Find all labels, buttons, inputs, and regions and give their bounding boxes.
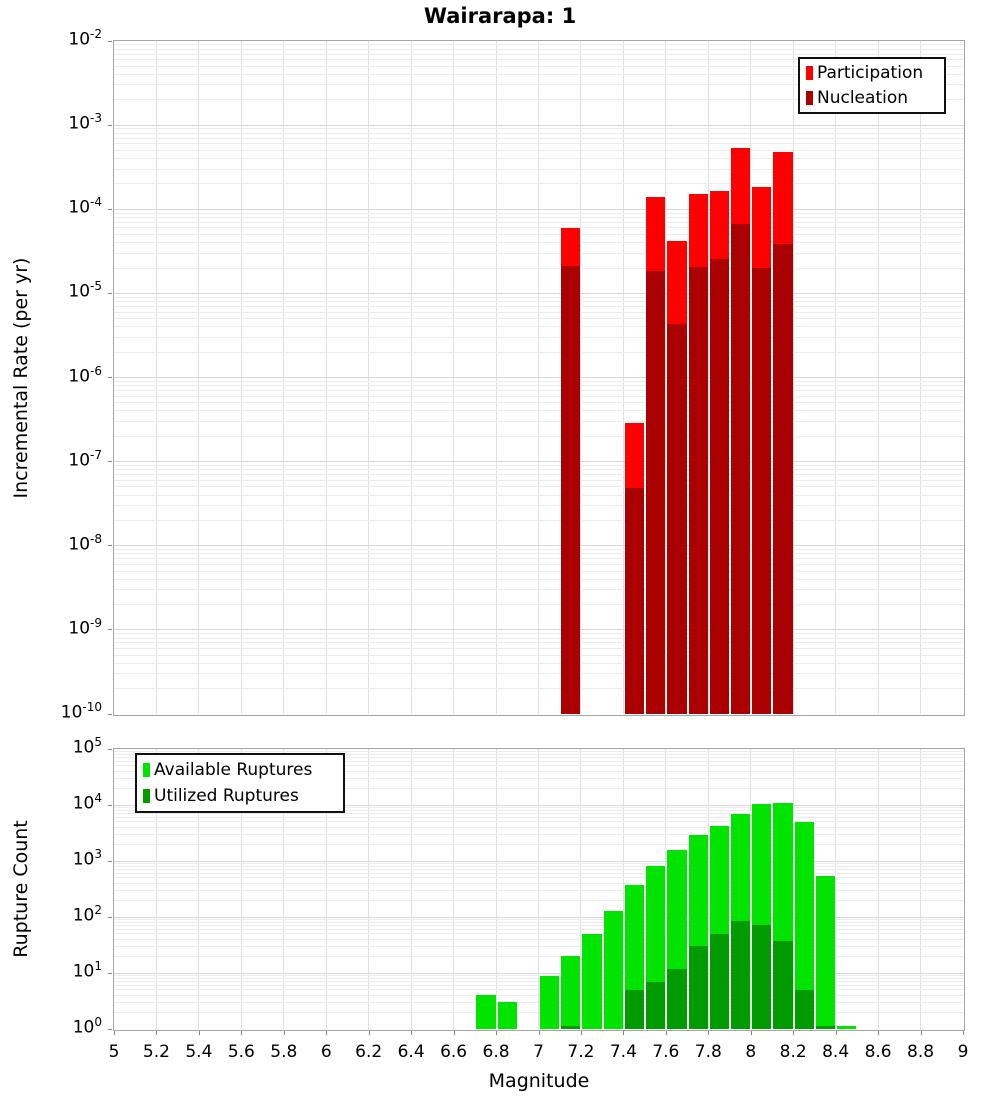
h-gridline-major	[114, 545, 965, 546]
h-gridline-minor	[114, 390, 965, 391]
utilized-ruptures-bar	[795, 990, 814, 1029]
h-gridline-minor	[114, 638, 965, 639]
h-gridline-minor	[114, 919, 965, 920]
x-tick-mark	[156, 1031, 157, 1035]
legend-label-nucleation: Nucleation	[817, 87, 909, 108]
available-ruptures-bar	[604, 911, 623, 1029]
h-gridline-minor	[114, 326, 965, 327]
y-tick-mark	[108, 41, 112, 42]
h-gridline-minor	[114, 933, 965, 934]
x-tick-mark	[539, 1031, 540, 1035]
h-gridline-minor	[114, 227, 965, 228]
nucleation-bar	[625, 488, 644, 714]
available-ruptures-bar	[498, 1002, 517, 1029]
rate-plot-area	[113, 40, 965, 716]
legend-row-utilized	[143, 783, 337, 809]
y-tick-label: $10^{-3}$	[68, 111, 102, 134]
h-gridline-minor	[114, 939, 965, 940]
h-gridline-minor	[114, 486, 965, 487]
h-gridline-minor	[114, 863, 965, 864]
x-tick-label: 7.8	[694, 1042, 722, 1062]
x-tick-mark	[496, 1031, 497, 1035]
x-tick-mark	[581, 1031, 582, 1035]
y-tick-mark	[108, 125, 112, 126]
h-gridline-minor	[114, 520, 965, 521]
x-tick-label: 5	[108, 1042, 120, 1062]
y-axis-title-count: Rupture Count	[10, 820, 32, 958]
h-gridline-minor	[114, 866, 965, 867]
x-tick-mark	[708, 1031, 709, 1035]
x-tick-mark	[369, 1031, 370, 1035]
h-gridline-minor	[114, 242, 965, 243]
h-gridline-minor	[114, 337, 965, 338]
h-gridline-minor	[114, 844, 965, 845]
utilized-ruptures-bar	[710, 934, 729, 1029]
h-gridline-minor	[114, 564, 965, 565]
y-tick-label: $10^{-10}$	[60, 700, 102, 723]
utilized-swatch-icon	[143, 789, 150, 803]
legend-row-nucleation	[806, 86, 938, 111]
h-gridline-minor	[114, 169, 965, 170]
h-gridline-minor	[114, 222, 965, 223]
y-tick-label: $10^{-2}$	[68, 27, 102, 50]
h-gridline-minor	[114, 648, 965, 649]
x-tick-mark	[878, 1031, 879, 1035]
x-tick-mark	[921, 1031, 922, 1035]
h-gridline-minor	[114, 381, 965, 382]
h-gridline-minor	[114, 44, 965, 45]
h-gridline-major	[114, 973, 965, 974]
y-tick-mark	[108, 714, 112, 715]
y-tick-mark	[108, 805, 112, 806]
h-gridline-minor	[114, 469, 965, 470]
h-gridline-major	[114, 125, 965, 126]
nucleation-bar	[752, 268, 771, 714]
h-gridline-minor	[114, 633, 965, 634]
utilized-ruptures-bar	[752, 925, 771, 1029]
available-swatch-icon	[143, 763, 150, 777]
h-gridline-minor	[114, 465, 965, 466]
h-gridline-minor	[114, 436, 965, 437]
y-tick-mark	[108, 209, 112, 210]
h-gridline-major	[114, 461, 965, 462]
h-gridline-minor	[114, 589, 965, 590]
y-tick-label: $10^3$	[72, 847, 102, 870]
y-tick-label: $10^1$	[72, 959, 102, 982]
x-tick-label: 8.4	[822, 1042, 850, 1062]
y-tick-mark	[108, 749, 112, 750]
y-tick-label: $10^0$	[72, 1015, 102, 1038]
y-tick-mark	[108, 293, 112, 294]
y-tick-label: $10^{-8}$	[68, 531, 102, 555]
nucleation-bar	[667, 324, 686, 714]
h-gridline-minor	[114, 821, 965, 822]
x-tick-label: 5.6	[227, 1042, 255, 1062]
h-gridline-minor	[114, 474, 965, 475]
h-gridline-minor	[114, 495, 965, 496]
x-tick-mark	[836, 1031, 837, 1035]
x-tick-label: 7.2	[567, 1042, 595, 1062]
h-gridline-minor	[114, 946, 965, 947]
x-tick-label: 8	[745, 1042, 757, 1062]
available-ruptures-bar	[561, 956, 580, 1029]
x-tick-mark	[963, 1031, 964, 1035]
h-gridline-minor	[114, 306, 965, 307]
h-gridline-minor	[114, 54, 965, 55]
h-gridline-minor	[114, 751, 965, 752]
h-gridline-minor	[114, 900, 965, 901]
h-gridline-minor	[114, 352, 965, 353]
x-tick-mark	[284, 1031, 285, 1035]
h-gridline-minor	[114, 138, 965, 139]
available-ruptures-bar	[582, 934, 601, 1029]
h-gridline-minor	[114, 410, 965, 411]
x-tick-mark	[411, 1031, 412, 1035]
h-gridline-minor	[114, 817, 965, 818]
x-tick-label: 7.4	[609, 1042, 637, 1062]
h-gridline-minor	[114, 663, 965, 664]
x-tick-mark	[454, 1031, 455, 1035]
y-tick-label: $10^{-4}$	[68, 195, 102, 218]
h-gridline-minor	[114, 312, 965, 313]
h-gridline-minor	[114, 604, 965, 605]
x-tick-label: 8.8	[907, 1042, 935, 1062]
h-gridline-minor	[114, 549, 965, 550]
h-gridline-minor	[114, 318, 965, 319]
h-gridline-minor	[114, 873, 965, 874]
y-tick-mark	[108, 377, 112, 378]
utilized-ruptures-bar	[773, 941, 792, 1029]
h-gridline-major	[114, 629, 965, 630]
nucleation-bar	[731, 224, 750, 714]
available-ruptures-bar	[837, 1026, 856, 1029]
h-gridline-minor	[114, 655, 965, 656]
x-tick-label: 5.8	[270, 1042, 298, 1062]
h-gridline-minor	[114, 150, 965, 151]
y-axis-title-rate: Incremental Rate (per yr)	[10, 257, 32, 499]
y-tick-label: $10^{-7}$	[68, 447, 102, 471]
h-gridline-minor	[114, 571, 965, 572]
x-tick-label: 8.6	[864, 1042, 892, 1062]
x-tick-mark	[326, 1031, 327, 1035]
x-tick-label: 7	[533, 1042, 544, 1062]
available-ruptures-bar	[540, 976, 559, 1029]
utilized-ruptures-bar	[689, 946, 708, 1029]
h-gridline-major	[114, 861, 965, 862]
h-gridline-minor	[114, 234, 965, 235]
nucleation-bar	[689, 267, 708, 714]
x-tick-mark	[114, 1031, 115, 1035]
available-ruptures-bar	[816, 876, 835, 1029]
h-gridline-minor	[114, 925, 965, 926]
legend-row-available	[143, 757, 337, 783]
x-tick-mark	[199, 1031, 200, 1035]
participation-swatch-icon	[806, 66, 813, 80]
h-gridline-minor	[114, 301, 965, 302]
y-tick-mark	[108, 917, 112, 918]
h-gridline-major	[114, 917, 965, 918]
available-ruptures-bar	[476, 995, 495, 1029]
y-tick-mark	[108, 1029, 112, 1030]
legend-label-utilized: Utilized Ruptures	[154, 786, 299, 806]
h-gridline-major	[114, 293, 965, 294]
legend-rate	[798, 57, 946, 114]
utilized-ruptures-bar	[731, 921, 750, 1029]
h-gridline-minor	[114, 480, 965, 481]
h-gridline-minor	[114, 553, 965, 554]
y-tick-label: $10^2$	[72, 903, 102, 926]
y-tick-mark	[108, 461, 112, 462]
legend-label-participation: Participation	[817, 63, 924, 84]
y-tick-label: $10^{-9}$	[68, 615, 102, 639]
h-gridline-minor	[114, 673, 965, 674]
legend-row-participation	[806, 61, 938, 86]
x-tick-mark	[623, 1031, 624, 1035]
x-tick-mark	[666, 1031, 667, 1035]
h-gridline-minor	[114, 922, 965, 923]
x-tick-label: 6	[320, 1042, 332, 1062]
h-gridline-minor	[114, 253, 965, 254]
h-gridline-minor	[114, 834, 965, 835]
h-gridline-minor	[114, 956, 965, 957]
y-tick-label: $10^{-6}$	[68, 363, 102, 387]
legend-count	[135, 753, 345, 813]
h-gridline-minor	[114, 558, 965, 559]
nucleation-bar	[561, 266, 580, 714]
h-gridline-minor	[114, 213, 965, 214]
x-tick-label: 6.2	[355, 1042, 383, 1062]
nucleation-swatch-icon	[806, 91, 813, 105]
y-tick-mark	[108, 545, 112, 546]
h-gridline-minor	[114, 217, 965, 218]
y-tick-mark	[108, 629, 112, 630]
nucleation-bar	[710, 259, 729, 714]
h-gridline-minor	[114, 883, 965, 884]
x-axis-title: Magnitude	[488, 1070, 590, 1092]
h-gridline-minor	[114, 505, 965, 506]
h-gridline-minor	[114, 297, 965, 298]
h-gridline-minor	[114, 688, 965, 689]
nucleation-bar	[773, 244, 792, 714]
y-tick-label: $10^4$	[72, 791, 102, 814]
utilized-ruptures-bar	[667, 969, 686, 1029]
x-tick-label: 5.4	[185, 1042, 213, 1062]
h-gridline-minor	[114, 827, 965, 828]
y-tick-mark	[108, 973, 112, 974]
utilized-ruptures-bar	[646, 982, 665, 1029]
x-tick-label: 7.6	[652, 1042, 680, 1062]
nucleation-bar	[646, 271, 665, 714]
h-gridline-minor	[114, 642, 965, 643]
h-gridline-minor	[114, 929, 965, 930]
y-tick-label: $10^5$	[72, 735, 102, 758]
chart-title: Wairarapa: 1	[423, 4, 577, 28]
legend-label-available: Available Ruptures	[154, 760, 313, 780]
x-tick-label: 6.6	[440, 1042, 468, 1062]
utilized-ruptures-bar	[625, 990, 644, 1029]
x-tick-mark	[751, 1031, 752, 1035]
y-tick-mark	[108, 861, 112, 862]
h-gridline-minor	[114, 396, 965, 397]
h-gridline-minor	[114, 49, 965, 50]
utilized-ruptures-bar	[561, 1026, 580, 1029]
x-tick-label: 5.2	[142, 1042, 170, 1062]
h-gridline-minor	[114, 143, 965, 144]
h-gridline-major	[114, 209, 965, 210]
h-gridline-minor	[114, 402, 965, 403]
h-gridline-major	[114, 377, 965, 378]
h-gridline-minor	[114, 421, 965, 422]
x-tick-label: 8.2	[779, 1042, 807, 1062]
h-gridline-minor	[114, 869, 965, 870]
h-gridline-minor	[114, 268, 965, 269]
y-tick-label: $10^{-5}$	[68, 279, 102, 303]
h-gridline-minor	[114, 183, 965, 184]
h-gridline-minor	[114, 579, 965, 580]
x-tick-mark	[241, 1031, 242, 1035]
h-gridline-minor	[114, 158, 965, 159]
h-gridline-minor	[114, 128, 965, 129]
x-tick-mark	[793, 1031, 794, 1035]
x-tick-label: 6.4	[397, 1042, 425, 1062]
utilized-ruptures-bar	[816, 1026, 835, 1029]
x-tick-label: 6.8	[482, 1042, 510, 1062]
h-gridline-minor	[114, 385, 965, 386]
h-gridline-minor	[114, 890, 965, 891]
h-gridline-minor	[114, 877, 965, 878]
x-tick-label: 9	[957, 1042, 969, 1062]
h-gridline-minor	[114, 813, 965, 814]
h-gridline-minor	[114, 133, 965, 134]
